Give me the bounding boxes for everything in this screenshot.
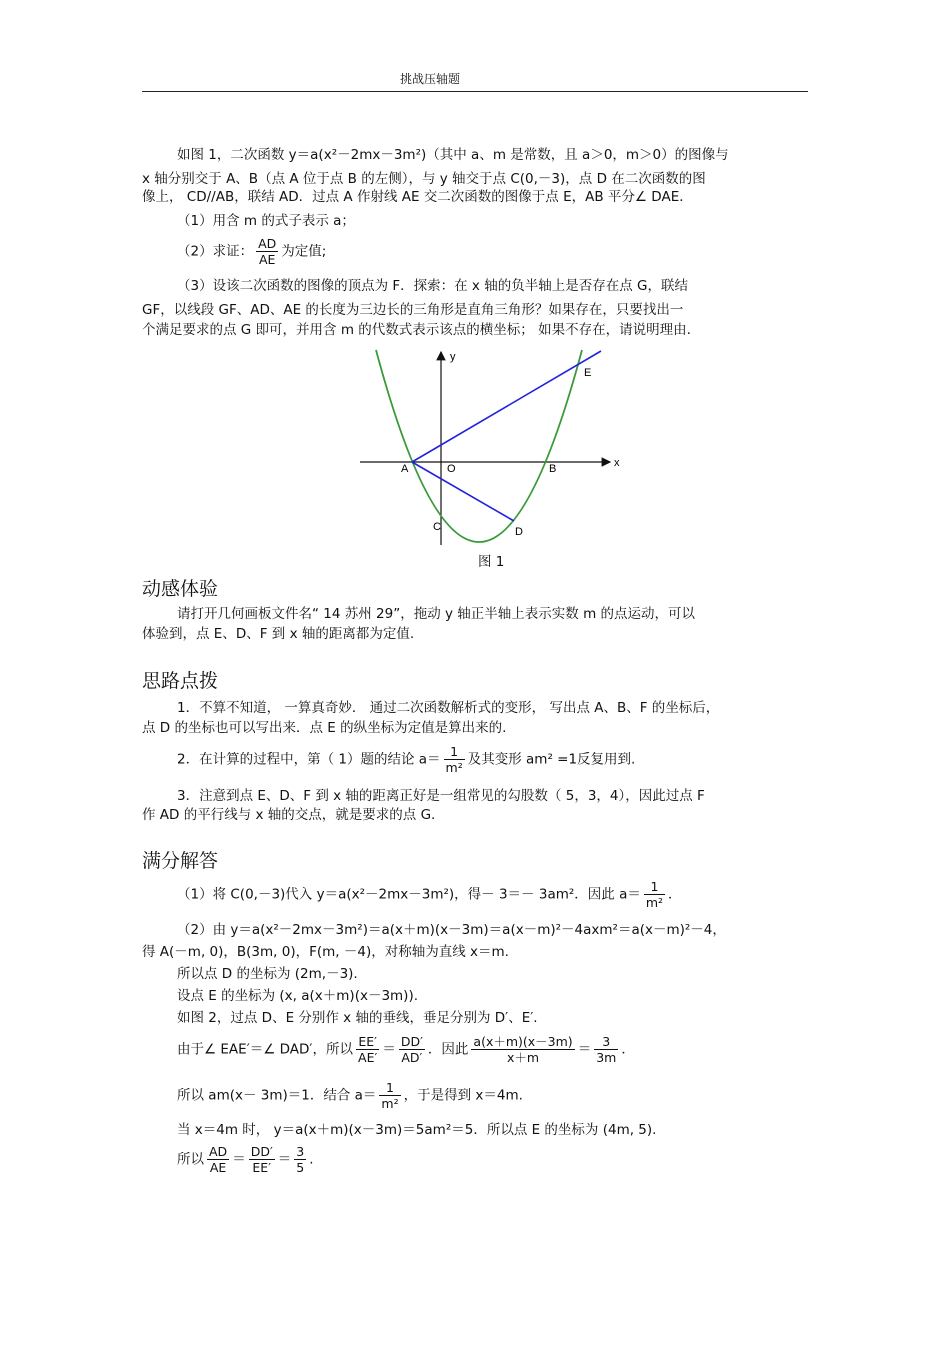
solution-2-line-8: 当 x＝4m 时， y＝a(x＋m)(x－3m)＝5am²＝5．所以点 E 的坐标为 (4m, 5).: [177, 1122, 657, 1138]
equals-sign: ＝: [277, 1151, 292, 1168]
fraction-numerator: a(x＋m)(x－3m): [473, 1034, 573, 1049]
point-d-label: D: [515, 526, 523, 538]
fraction-numerator: 1: [379, 1080, 400, 1096]
equals-sign: ＝: [232, 1151, 246, 1168]
hint-1-line-2: 点 D 的坐标也可以写出来．点 E 的纵坐标为定值是算出来的.: [142, 720, 507, 736]
fraction-denominator: AE: [209, 1160, 227, 1175]
fraction-1-m2: [379, 1080, 400, 1111]
hint-2: [177, 744, 635, 775]
section-heading-dynamic: 动感体验: [142, 578, 219, 600]
fraction-denominator: AE: [258, 252, 276, 267]
solution-1: [177, 879, 682, 910]
y-label: y: [450, 351, 456, 363]
fraction-numerator: 1: [444, 744, 465, 760]
section-1-line-1: 请打开几何画板文件名“ 14 苏州 29”，拖动 y 轴正半轴上表示实数 m 的点运动，可以: [177, 606, 696, 622]
line-9-suffix: .: [309, 1151, 314, 1168]
fraction-denominator: AD′: [401, 1050, 423, 1065]
figure-caption: 图 1: [478, 554, 505, 570]
problem-line-1: 如图 1，二次函数 y＝a(x²－2mx－3m²)（其中 a、m 是常数，且 a＞0，m＞0）的图像与: [177, 147, 729, 163]
fraction-denominator: x＋m: [507, 1050, 540, 1065]
question-2-suffix: 为定值;: [281, 243, 327, 260]
solution-2-line-1: （2）由 y＝a(x²－2mx－3m²)＝a(x＋m)(x－3m)＝a(x－m)²－4axm²＝a(x－m)²－4，: [177, 922, 726, 938]
fraction-denominator: m²: [381, 1096, 399, 1111]
fraction-denominator: EE′: [252, 1160, 272, 1175]
fraction-denominator: m²: [445, 760, 463, 775]
hint-2-prefix: 2．在计算的过程中，第（ 1）题的结论 a＝: [177, 751, 441, 768]
question-2-prefix: （2）求证：: [177, 243, 254, 260]
fraction-numerator: DD′: [250, 1144, 273, 1159]
question-1: （1）用含 m 的式子表示 a；: [177, 213, 355, 229]
fraction-denominator: m²: [645, 895, 664, 910]
line-6-middle: ．因此: [427, 1041, 469, 1058]
ray-ae: [412, 351, 601, 462]
section-heading-hints: 思路点拨: [142, 670, 219, 692]
header-rule: [142, 91, 808, 92]
page-header: 挑战压轴题: [400, 72, 461, 86]
solution-2-line-2: 得 A(－m, 0)，B(3m, 0)，F(m, －4)，对称轴为直线 x＝m.: [142, 944, 509, 960]
section-heading-solution: 满分解答: [142, 850, 219, 872]
point-c-label: C: [433, 521, 441, 533]
fraction-denominator: 5: [296, 1160, 305, 1175]
fraction-numerator: EE′: [356, 1034, 379, 1050]
solution-2-line-5: 如图 2，过点 D、E 分别作 x 轴的垂线，垂足分别为 D′、E′.: [177, 1010, 538, 1026]
fraction-3-3m: [594, 1034, 618, 1065]
fraction-denominator: AE′: [358, 1050, 378, 1065]
x-label: x: [614, 457, 620, 469]
fraction-numerator: 3: [594, 1034, 618, 1050]
fraction-dd-ad: [399, 1034, 425, 1065]
solution-1-fraction: [644, 879, 665, 910]
question-2: [177, 236, 326, 267]
solution-2-line-9: [177, 1144, 314, 1175]
hint-2-suffix: 及其变形 am² =1反复用到.: [467, 751, 636, 768]
hint-1-line-1: 1．不算不知道， 一算真奇妙． 通过二次函数解析式的变形， 写出点 A、B、F 的坐标后，: [177, 700, 720, 716]
origin-label: O: [447, 463, 456, 475]
line-6-prefix: 由于∠ EAE′＝∠ DAD′，所以: [177, 1041, 354, 1058]
fraction-denominator: 3m: [596, 1050, 617, 1065]
solution-2-line-6: [177, 1034, 635, 1065]
line-9-prefix: 所以: [177, 1151, 204, 1168]
solution-2-line-4: 设点 E 的坐标为 (x, a(x＋m)(x－3m)).: [177, 988, 419, 1004]
fraction-ee-ae: [356, 1034, 379, 1065]
equals-sign: ＝: [577, 1041, 592, 1058]
equals-sign: ＝: [382, 1041, 396, 1058]
solution-2-line-3: 所以点 D 的坐标为 (2m,－3).: [177, 966, 358, 982]
problem-line-3: 像上， CD//AB，联结 AD．过点 A 作射线 AE 交二次函数的图像于点 E，AB 平分∠ DAE．: [142, 189, 693, 205]
fraction-expression: [471, 1034, 574, 1065]
fraction-numerator: AD: [258, 236, 277, 251]
line-7-prefix: 所以 am(x－ 3m)＝1．结合 a＝: [177, 1087, 377, 1104]
solution-1-suffix: ．: [668, 886, 682, 903]
problem-line-2: x 轴分别交于 A、B（点 A 位于点 B 的左侧），与 y 轴交于点 C(0,－3)，点 D 在二次函数的图: [142, 171, 706, 187]
section-1-line-2: 体验到，点 E、D、F 到 x 轴的距离都为定值.: [142, 626, 415, 642]
line-6-suffix: ．: [621, 1041, 635, 1058]
figure-1: [355, 345, 620, 550]
fraction-3-5: [294, 1144, 306, 1175]
question-3-line-3: 个满足要求的点 G 即可，并用含 m 的代数式表示该点的横坐标； 如果不存在，请说明理由.: [142, 322, 691, 338]
fraction-numerator: 1: [644, 879, 665, 895]
point-a-label: A: [401, 463, 409, 475]
segment-ad: [412, 462, 514, 521]
line-7-suffix: ，于是得到 x＝4m.: [403, 1087, 523, 1104]
question-2-fraction: [256, 236, 278, 267]
fraction-dd-ee: [249, 1144, 275, 1175]
parabola: [376, 350, 582, 542]
point-e-label: E: [584, 367, 592, 379]
fraction-ad-ae: [207, 1144, 229, 1175]
solution-1-text: （1）将 C(0,－3)代入 y＝a(x²－2mx－3m²)，得－ 3＝－ 3am²．因此 a＝: [177, 886, 641, 903]
fraction-numerator: AD: [209, 1144, 228, 1159]
fraction-numerator: DD′: [400, 1034, 423, 1049]
question-3-line-2: GF，以线段 GF、AD、AE 的长度为三边长的三角形是直角三角形？如果存在，只要找出一: [142, 302, 684, 318]
hint-2-fraction: [444, 744, 465, 775]
solution-2-line-7: [177, 1080, 523, 1111]
question-3-line-1: （3）设该二次函数的图像的顶点为 F．探索：在 x 轴的负半轴上是否存在点 G，联结: [177, 278, 688, 294]
hint-3-line-1: 3．注意到点 E、D、F 到 x 轴的距离正好是一组常见的勾股数（ 5，3，4），因此过点 F: [177, 788, 705, 804]
point-b-label: B: [549, 463, 557, 475]
fraction-numerator: 3: [296, 1144, 305, 1159]
hint-3-line-2: 作 AD 的平行线与 x 轴的交点，就是要求的点 G.: [142, 807, 436, 823]
